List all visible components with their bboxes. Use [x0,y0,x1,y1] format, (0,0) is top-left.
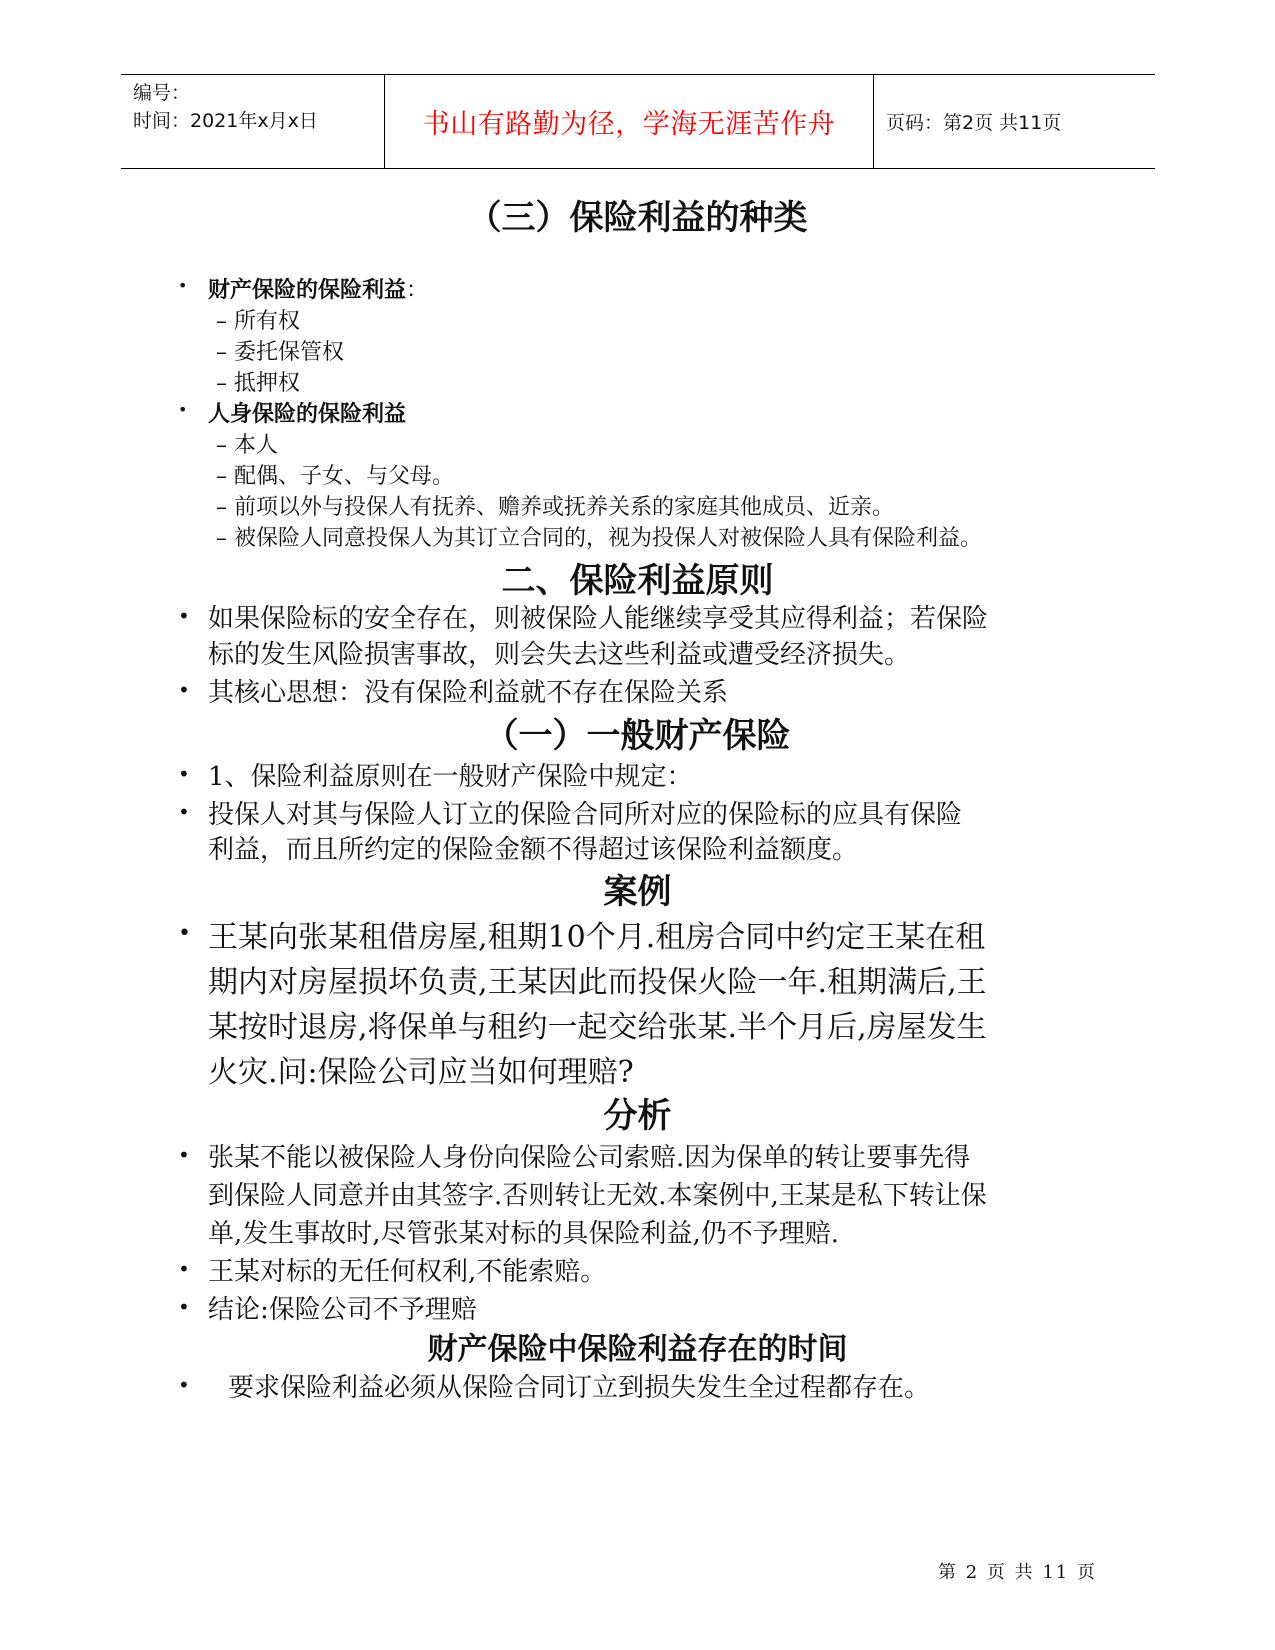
case-text: 某按时退房,将保单与租约一起交给张某.半个月后,房屋发生 [208,1010,987,1045]
list-item: – 被保险人同意投保人为其订立合同的，视为投保人对被保险人具有保险利益。 [216,526,982,551]
general-text: 1、保险利益原则在一般财产保险中规定： [208,762,693,792]
id-label: 编号： [133,82,191,104]
list-item: – 前项以外与投保人有抚养、赡养或抚养关系的家庭其他成员、近亲。 [216,495,894,520]
header-motto: 书山有路勤为径，学海无涯苦作舟 [385,75,874,168]
case-text: 期内对房屋损坏负责,王某因此而投保火险一年.租期满后,王 [208,965,987,1000]
principle-core-idea: 其核心思想：没有保险利益就不存在保险关系 [208,678,729,708]
bullet-icon: • [178,1373,190,1397]
heading-general-property-insurance: （一）一般财产保险 [484,716,791,756]
analysis-text: 王某对标的无任何权利,不能索赔。 [208,1257,607,1287]
time-section-text: 要求保险利益必须从保险合同订立到损失发生全过程都存在。 [228,1373,931,1403]
person-insurance-title: 人身保险的保险利益 [208,402,407,427]
page-header [121,74,1155,169]
page-footer: 第 2 页 共 11 页 [938,1562,1097,1583]
bullet-icon: • [178,921,191,946]
bullet-icon: • [178,762,190,786]
header-page-info: 页码：第2页 共11页 [886,112,1062,134]
case-text: 火灾.问:保险公司应当如何理赔? [208,1055,634,1090]
property-title-text: 财产保险的保险利益 [208,278,407,303]
analysis-text: 到保险人同意并由其签字.否则转让无效.本案例中,王某是私下转让保 [208,1181,987,1211]
bullet-icon: • [178,276,188,295]
heading-insurance-interest-principle: 二、保险利益原则 [501,561,774,601]
header-meta [121,75,385,168]
general-text: 利益，而且所约定的保险金额不得超过该保险利益额度。 [208,835,859,865]
analysis-text: 张某不能以被保险人身份向保险公司索赔.因为保单的转让要事先得 [208,1143,971,1173]
analysis-text: 单,发生事故时,尽管张某对标的具保险利益,仍不予理赔. [208,1219,840,1249]
list-item: – 本人 [216,433,278,458]
bullet-icon: • [178,678,190,702]
general-text: 投保人对其与保险人订立的保险合同所对应的保险标的应具有保险 [208,800,963,830]
analysis-conclusion: 结论:保险公司不予理赔 [208,1295,477,1325]
case-text: 王某向张某租借房屋,租期10个月.租房合同中约定王某在租 [208,920,986,955]
principle-text: 如果保险标的安全存在，则被保险人能继续享受其应得利益；若保险 [208,604,989,634]
heading-interest-time: 财产保险中保险利益存在的时间 [427,1332,848,1367]
bullet-icon: • [178,604,190,628]
time-label: 时间：2021年x月x日 [133,110,318,132]
heading-insurance-interest-types: （三）保险利益的种类 [467,198,808,238]
list-item: – 委托保管权 [216,340,344,365]
heading-case: 案例 [603,872,672,912]
bullet-icon: • [178,400,188,419]
principle-text: 标的发生风险损害事故，则会失去这些利益或遭受经济损失。 [208,640,911,670]
bullet-icon: • [178,1295,190,1319]
bullet-icon: • [178,1257,190,1281]
list-item: – 抵押权 [216,371,300,396]
property-title-colon: ： [406,278,429,303]
bullet-icon: • [178,1143,190,1167]
property-insurance-title [208,273,428,304]
heading-analysis: 分析 [603,1096,672,1136]
list-item: – 配偶、子女、与父母。 [216,464,454,489]
list-item: – 所有权 [216,309,300,334]
bullet-icon: • [178,800,190,824]
